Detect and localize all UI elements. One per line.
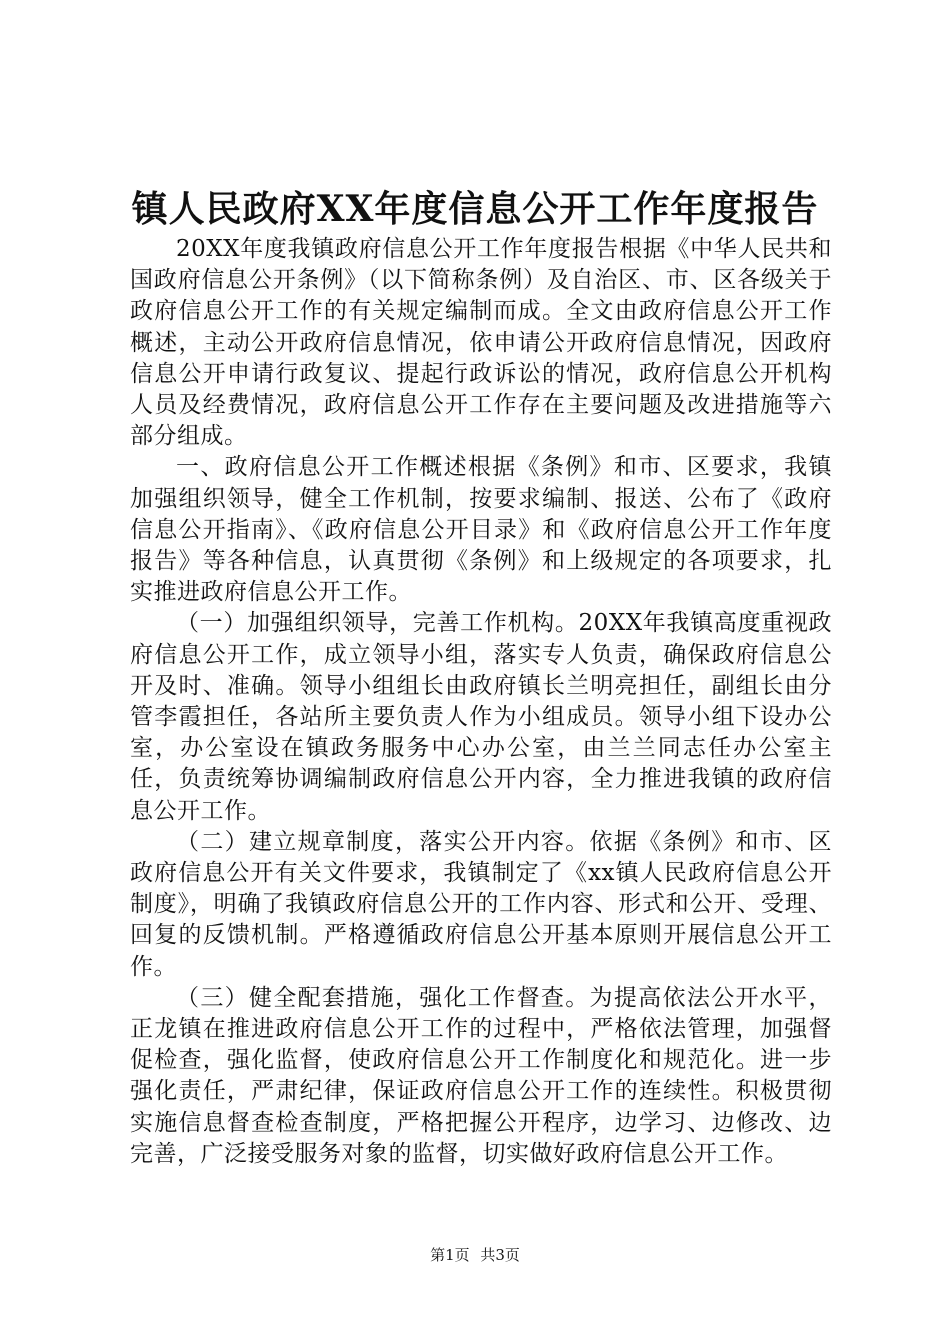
document-body bbox=[130, 234, 832, 1170]
paragraph-regulations: （二）建立规章制度，落实公开内容。依据《条例》和市、区政府信息公开有关文件要求，我镇制定了《xx镇人民政府信息公开制度》，明确了我镇政府信息公开的工作内容、形式和公开、受理、回复的反馈机制。严格遵循政府信息公开基本原则开展信息公开工作。 bbox=[130, 828, 832, 980]
paragraph-supervision: （三）健全配套措施，强化工作督查。为提高依法公开水平，正龙镇在推进政府信息公开工作的过程中，严格依法管理，加强督促检查，强化监督，使政府信息公开工作制度化和规范化。进一步强化责任，严肃纪律，保证政府信息公开工作的连续性。积极贯彻实施信息督查检查制度，严格把握公开程序，边学习、边修改、边完善，广泛接受服务对象的监督，切实做好政府信息公开工作。 bbox=[130, 984, 832, 1167]
paragraph-intro: 20XX年度我镇政府信息公开工作年度报告根据《中华人民共和国政府信息公开条例》（以下简称条例）及自治区、市、区各级关于政府信息公开工作的有关规定编制而成。全文由政府信息公开工作概述，主动公开政府信息情况，依申请公开政府信息情况，因政府信息公开申请行政复议、提起行政诉讼的情况，政府信息公开机构人员及经费情况，政府信息公开工作存在主要问题及改进措施等六部分组成。 bbox=[130, 236, 832, 450]
document-title: 镇人民政府XX年度信息公开工作年度报告 bbox=[131, 188, 819, 230]
page-footer bbox=[0, 1244, 950, 1266]
page-number: 第1页 bbox=[430, 1246, 470, 1264]
paragraph-organization: （一）加强组织领导，完善工作机构。20XX年我镇高度重视政府信息公开工作，成立领导小组，落实专人负责，确保政府信息公开及时、准确。领导小组组长由政府镇长兰明亮担任，副组长由分管李霞担任，各站所主要负责人作为小组成员。领导小组下设办公室，办公室设在镇政务服务中心办公室，由兰兰同志任办公室主任，负责统筹协调编制政府信息公开内容，全力推进我镇的政府信息公开工作。 bbox=[130, 610, 832, 824]
page-total: 共3页 bbox=[480, 1246, 520, 1264]
paragraph-overview: 一、政府信息公开工作概述根据《条例》和市、区要求，我镇加强组织领导，健全工作机制，按要求编制、报送、公布了《政府信息公开指南》、《政府信息公开目录》和《政府信息公开工作年度报告》等各种信息，认真贯彻《条例》和上级规定的各项要求，扎实推进政府信息公开工作。 bbox=[130, 454, 832, 606]
